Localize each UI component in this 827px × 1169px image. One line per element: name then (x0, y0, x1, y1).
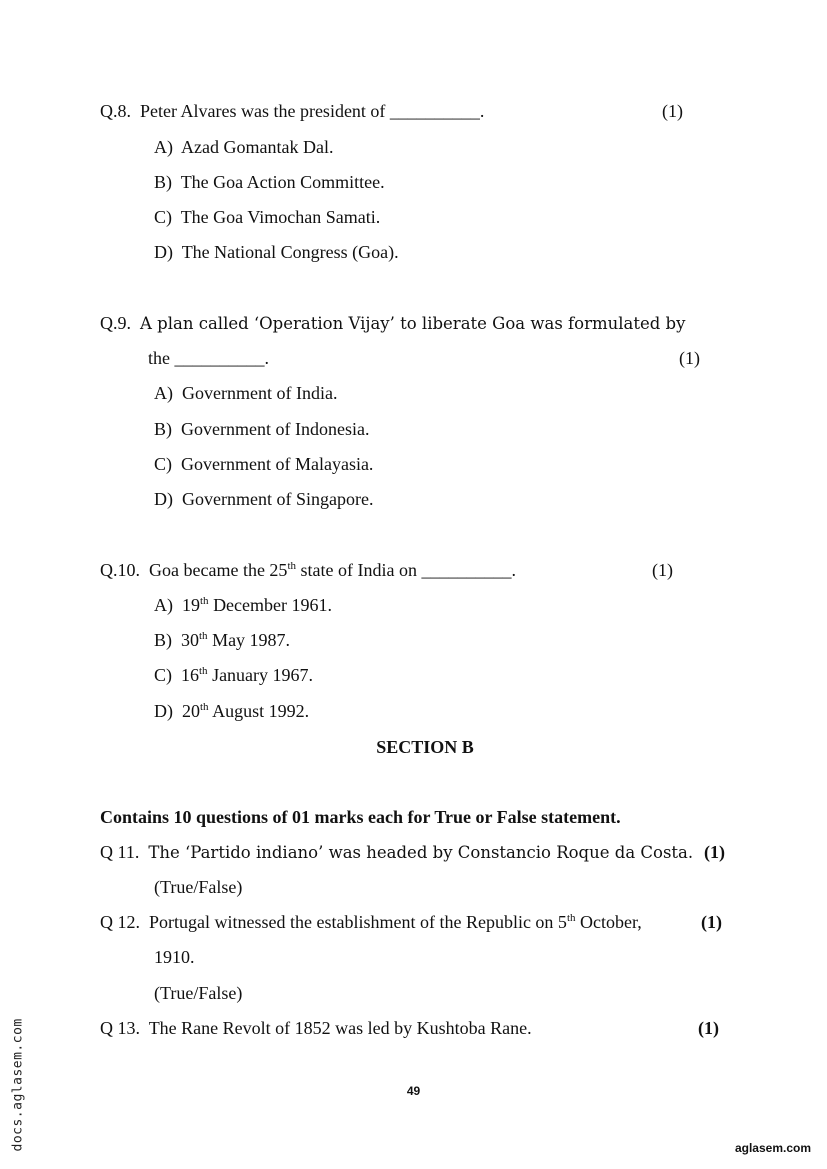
question-text: The ‘Partido indiano’ was headed by Constancio Roque da Costa. (148, 843, 694, 862)
option-day: 20 (182, 701, 200, 721)
option-text: The Goa Action Committee. (180, 172, 385, 192)
question-number: Q 11. (100, 842, 140, 862)
question-number: Q 12. (100, 912, 140, 932)
option-label: B) (154, 172, 172, 192)
option-label: A) (154, 383, 173, 403)
q11-stem (100, 841, 693, 864)
option-text: August 1992. (208, 701, 310, 721)
q10-option-c (154, 664, 313, 686)
superscript: th (287, 560, 296, 572)
q10-marks: (1) (652, 560, 673, 580)
q8-marks: (1) (662, 101, 683, 121)
q13-marks: (1) (698, 1018, 719, 1038)
q11-hint: (True/False) (154, 877, 243, 897)
superscript: th (199, 665, 208, 677)
superscript: th (200, 595, 209, 607)
q8-option-b (154, 171, 385, 193)
side-watermark: docs.aglasem.com (10, 1018, 26, 1152)
option-text: Government of Singapore. (182, 489, 374, 509)
option-day: 19 (182, 595, 200, 615)
q8-option-d (154, 241, 399, 263)
option-label: D) (154, 701, 173, 721)
option-label: B) (154, 630, 172, 650)
superscript: th (199, 630, 208, 642)
option-day: 16 (181, 665, 199, 685)
q9-option-d (154, 488, 373, 510)
q12-stem-line2: 1910. (154, 947, 195, 967)
option-text: Azad Gomantak Dal. (181, 137, 334, 157)
option-text: Government of India. (182, 383, 338, 403)
text-part: October, (575, 912, 642, 932)
corner-watermark: aglasem.com (734, 1141, 811, 1155)
option-text: January 1967. (207, 665, 314, 685)
text-part: state of India on __________. (296, 560, 516, 580)
option-label: C) (154, 665, 172, 685)
q9-stem-line2: the __________. (148, 348, 269, 368)
q9-stem (100, 312, 685, 335)
question-text (149, 560, 516, 580)
question-text: Peter Alvares was the president of __________. (140, 101, 485, 121)
q12-marks: (1) (701, 912, 722, 932)
option-day: 30 (181, 630, 199, 650)
question-number: Q.9. (100, 313, 131, 333)
option-text: May 1987. (207, 630, 291, 650)
q12-hint: (True/False) (154, 983, 243, 1003)
section-heading: SECTION B (376, 737, 474, 757)
question-number: Q.8. (100, 101, 131, 121)
question-number: Q 13. (100, 1018, 140, 1038)
question-number: Q.10. (100, 560, 140, 580)
section-instruction: Contains 10 questions of 01 marks each for True or False statement. (100, 807, 621, 827)
q8-stem (100, 100, 484, 122)
q13-stem (100, 1017, 532, 1039)
q10-option-b (154, 629, 290, 651)
q10-option-d (154, 700, 309, 722)
option-label: D) (154, 489, 173, 509)
q10-option-a (154, 594, 332, 616)
q8-option-c (154, 206, 380, 228)
option-text: Government of Indonesia. (181, 419, 370, 439)
superscript: th (200, 701, 209, 713)
option-text: The Goa Vimochan Samati. (180, 207, 381, 227)
page-number: 49 (406, 1084, 421, 1098)
q9-option-a (154, 382, 337, 404)
text-part: Goa became the 25 (149, 560, 288, 580)
q10-stem (100, 559, 516, 581)
option-label: A) (154, 595, 173, 615)
option-label: C) (154, 207, 172, 227)
q9-option-b (154, 418, 369, 440)
question-text (149, 912, 642, 932)
option-text: Government of Malayasia. (181, 454, 374, 474)
option-label: A) (154, 137, 173, 157)
option-label: B) (154, 419, 172, 439)
q12-stem (100, 911, 642, 933)
superscript: th (566, 912, 576, 924)
q9-option-c (154, 453, 373, 475)
q11-marks: (1) (704, 842, 725, 862)
option-text: December 1961. (208, 595, 333, 615)
text-part: Portugal witnessed the establishment of the Republic on 5 (149, 912, 567, 932)
q8-option-a (154, 136, 333, 158)
question-text: The Rane Revolt of 1852 was led by Kushtoba Rane. (148, 1018, 532, 1038)
option-label: D) (154, 242, 173, 262)
option-text: The National Congress (Goa). (181, 242, 399, 262)
question-text: A plan called ‘Operation Vijay’ to liberate Goa was formulated by (140, 314, 686, 333)
q9-marks: (1) (679, 348, 700, 368)
option-label: C) (154, 454, 172, 474)
